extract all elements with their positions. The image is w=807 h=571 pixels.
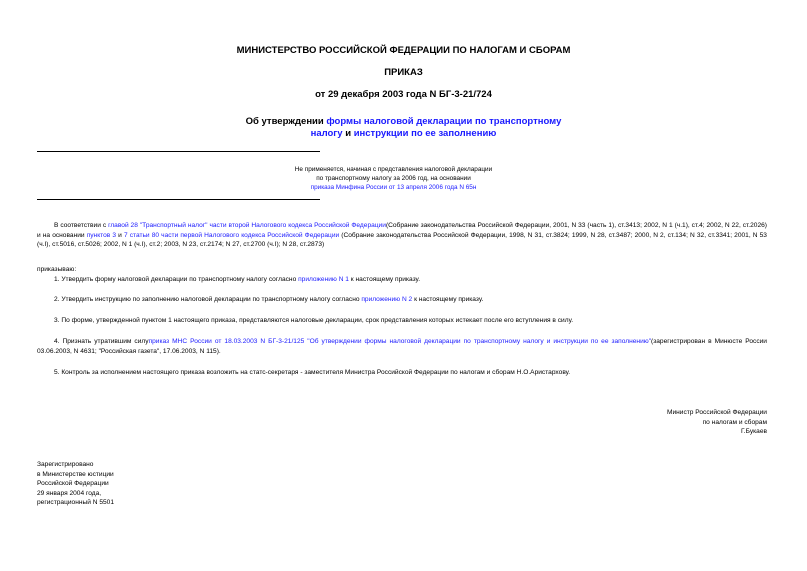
registration-block: [37, 460, 114, 508]
preamble-text-1: В соответствии с: [54, 222, 109, 229]
item-2: [54, 295, 483, 305]
item-3: 3. По форме, утвержденной пунктом 1 настоящего приказа, представляются налоговые декларации, срок представления которых истекает после его вступления в силу.: [54, 317, 574, 324]
divider-bottom: [37, 199, 320, 200]
note-line-2: по транспортному налогу за 2006 год, на основании: [316, 175, 471, 182]
item-1-text: 1. Утвердить форму налоговой декларации по транспортному налогу согласно: [54, 276, 299, 283]
item-4-text-end: (зарегистрирован в Минюсте России 03.06.2003, N 4631; "Российская газета", 17.06.2003, N 115).: [37, 338, 767, 355]
title-prefix: Об утверждении: [245, 116, 327, 127]
item-4-text: 4. Признать утратившим силу: [54, 338, 149, 345]
date-number: от 29 декабря 2003 года N БГ-3-21/724: [315, 89, 492, 100]
link-appendix-1[interactable]: приложению N 1: [298, 276, 349, 283]
signature-line-2: по налогам и сборам: [702, 418, 767, 426]
registration-line-1: Зарегистрировано: [37, 461, 94, 468]
ministry-heading: МИНИСТЕРСТВО РОССИЙСКОЙ ФЕДЕРАЦИИ ПО НАЛОГАМ И СБОРАМ: [236, 45, 571, 56]
registration-line-3: Российской Федерации: [37, 480, 109, 488]
registration-line-2: в Министерстве юстиции: [37, 470, 114, 478]
preamble-text-3: и: [116, 231, 124, 239]
item-1: [54, 275, 420, 285]
registration-line-4: 29 января 2004 года,: [37, 489, 102, 497]
title-link-instruction[interactable]: инструкции по ее заполнению: [353, 128, 497, 139]
link-points-3[interactable]: пунктов 3: [86, 231, 117, 239]
signature-name: Г.Букаев: [741, 428, 767, 436]
signature-block: [500, 408, 767, 437]
applicability-note: [0, 165, 787, 192]
link-article-80[interactable]: 7 статьи 80 части первой Налогового кодекса Российской Федерации: [123, 231, 340, 239]
item-5: 5. Контроль за исполнением настоящего приказа возложить на статс-секретаря - заместителя Министра Российской Федерации по налогам и сборам Н.О.Аристархову.: [54, 369, 571, 376]
link-chapter-28[interactable]: главой 28 "Транспортный налог" части второй Налогового кодекса Российской Федерации: [108, 222, 386, 229]
item-2-text-end: к настоящему приказу.: [412, 296, 484, 303]
item-4: [37, 337, 767, 356]
divider-top: [37, 151, 320, 152]
order-word: приказываю:: [37, 266, 77, 273]
note-link-minfin-order[interactable]: приказа Минфина России от 13 апреля 2006 года N 65н: [310, 184, 477, 191]
link-order-bg-3-21-125[interactable]: приказ МНС России от 18.03.2003 N БГ-3-21/125 "Об утверждении формы налоговой декларации по транспортному налогу и инструкции по ее заполнению": [148, 338, 652, 345]
title-link-declaration-form-cont[interactable]: налогу: [310, 128, 343, 139]
link-appendix-2[interactable]: приложению N 2: [361, 296, 413, 303]
title-mid: и: [342, 128, 354, 139]
note-line-1: Не применяется, начиная с представления налоговой декларации: [294, 166, 493, 173]
title-link-declaration-form[interactable]: формы налоговой декларации по транспортному: [326, 116, 562, 127]
registration-line-5: регистрационный N 5501: [37, 499, 115, 507]
signature-line-1: Министр Российской Федерации: [666, 409, 767, 416]
document-type: ПРИКАЗ: [384, 67, 423, 78]
document-title: [0, 116, 807, 140]
item-1-text-end: к настоящему приказу.: [348, 276, 421, 283]
item-2-text: 2. Утвердить инструкцию по заполнению налоговой декларации по транспортному налогу согласно: [54, 296, 362, 303]
preamble-paragraph: [37, 221, 767, 250]
preamble-text-4: (Собрание законодательства Российской Федерации, 1998, N 31, ст.3824; 1999, N 28, ст.3487; 2000, N 2, ст.134; N 32, ст.3341; 2001, N 53 (ч.I), ст.5016, ст.5026; 2002, N 1 (ч.I), ст.2; 2003, N 23, ст.2174; N 27, ст.2700 (ч.I); N 28, ст.2873): [37, 231, 767, 249]
preamble-text-2: (Собрание законодательства Российской Федерации, 2001, N 33 (часть 1), ст.3413; 2002, N 1 (ч.1), ст.4; 2002, N 22, ст.2026) и на основании: [37, 222, 767, 239]
